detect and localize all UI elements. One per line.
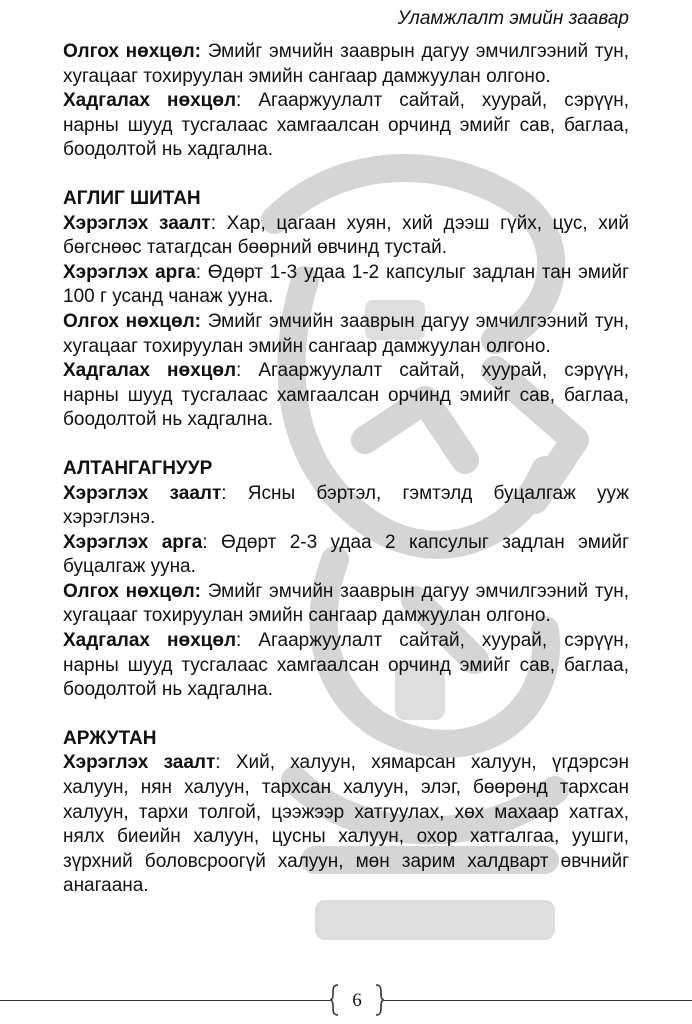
section-title: АГЛИГ ШИТАН	[63, 187, 201, 209]
paragraph-text: Эмийг эмчийн зааврын дагуу эмчилгээний тун, хугацааг тохируулан эмийн сангаар дамжуулан олгоно.	[63, 580, 630, 627]
paragraph-label: Хадгалах нөхцөл	[63, 630, 237, 652]
paragraph-label: Хадгалах нөхцөл	[63, 360, 237, 382]
paragraph-label: Хэрэглэх заалт	[63, 752, 216, 774]
footer-rule-left	[0, 1000, 330, 1001]
section-aglig-shitan	[63, 187, 629, 433]
paragraph-label: Хэрэглэх заалт	[63, 482, 222, 504]
right-brace-icon	[374, 984, 384, 1016]
paragraph-label: Хэрэглэх арга	[63, 261, 196, 283]
section-arjutan	[63, 727, 629, 899]
footer-rule-right	[384, 1000, 692, 1001]
paragraph-text: Эмийг эмчийн зааврын дагуу эмчилгээний тун, хугацааг тохируулан эмийн сангаар дамжуулан олгоно.	[63, 41, 630, 87]
paragraph-label: Хэрэглэх арга	[63, 531, 203, 553]
paragraph-text: : Агааржуулалт сайтай, хуурай, сэрүүн, нарны шууд тусгалаас хамгаалсан орчинд эмийг сав, баглаа, боодолтой нь хадгална.	[63, 630, 629, 701]
paragraph-dispensing	[63, 310, 629, 359]
paragraph-text: : Агааржуулалт сайтай, хуурай, сэрүүн, нарны шууд тусгалаас хамгаалсан орчинд эмийг сав, баглаа, боодолтой нь хадгална.	[63, 360, 629, 431]
page-content	[63, 40, 629, 899]
paragraph-text: : Өдөрт 2-3 удаа 2 капсулыг задлан эмийг буцалгаж ууна.	[63, 531, 629, 578]
paragraph-label: Хадгалах нөхцөл	[63, 90, 237, 112]
paragraph-dispensing	[63, 580, 629, 629]
paragraph-label: Олгох нөхцөл:	[63, 41, 201, 62]
paragraph-text: : Агааржуулалт сайтай, хуурай, сэрүүн, нарны шууд тусгалаас хамгаалсан орчинд эмийг сав, баглаа, боодолтой нь хадгална.	[63, 90, 629, 161]
section-title: АРЖУТАН	[63, 727, 157, 749]
paragraph-label: Олгох нөхцөл:	[63, 310, 201, 332]
paragraph-usage	[63, 261, 629, 310]
paragraph-text: : Ясны бэртэл, гэмтэлд буцалгаж ууж хэрэглэнэ.	[63, 482, 629, 529]
paragraph-storage	[63, 629, 629, 703]
paragraph-text: : Өдөрт 1-3 удаа 1-2 капсулыг задлан тан эмийг 100 г усанд чанаж ууна.	[63, 261, 630, 308]
section-title: АЛТАНГАГНУУР	[63, 457, 213, 479]
paragraph-indication	[63, 751, 629, 899]
paragraph-storage	[63, 359, 629, 433]
paragraph-indication	[63, 482, 629, 531]
section-altangagnuur	[63, 457, 629, 703]
paragraph-label: Олгох нөхцөл:	[63, 580, 201, 602]
paragraph-dispensing	[63, 40, 629, 89]
paragraph-label: Хэрэглэх заалт	[63, 212, 211, 234]
running-header: Уламжлалт эмийн заавар	[397, 8, 629, 29]
paragraph-text: Эмийг эмчийн зааврын дагуу эмчилгээний тун, хугацааг тохируулан эмийн сангаар дамжуулан олгоно.	[63, 310, 630, 357]
paragraph-text: : Хар, цагаан хуян, хий дээш гүйх, цус, хий бөгснөөс татагдсан бөөрний өвчинд тустай.	[63, 212, 629, 259]
paragraph-usage	[63, 531, 629, 580]
paragraph-indication	[63, 212, 629, 261]
paragraph-storage	[63, 89, 629, 163]
page-number: 6	[352, 990, 362, 1011]
paragraph-text: : Хий, халуун, хямарсан халуун, үгдэрсэн халуун, нян халуун, тархсан халуун, элэг, бөөрөнд тархсан халуун, тархи толгой, цээжээр хатгуулах, хөх махаар хатгах, нялх биеийн халуун, цусны халуун, охор хатгалгаа, уушги, зүрхний боловсроогүй халуун, мөн зарим халдварт өвчнийг анагаана.	[63, 752, 629, 897]
